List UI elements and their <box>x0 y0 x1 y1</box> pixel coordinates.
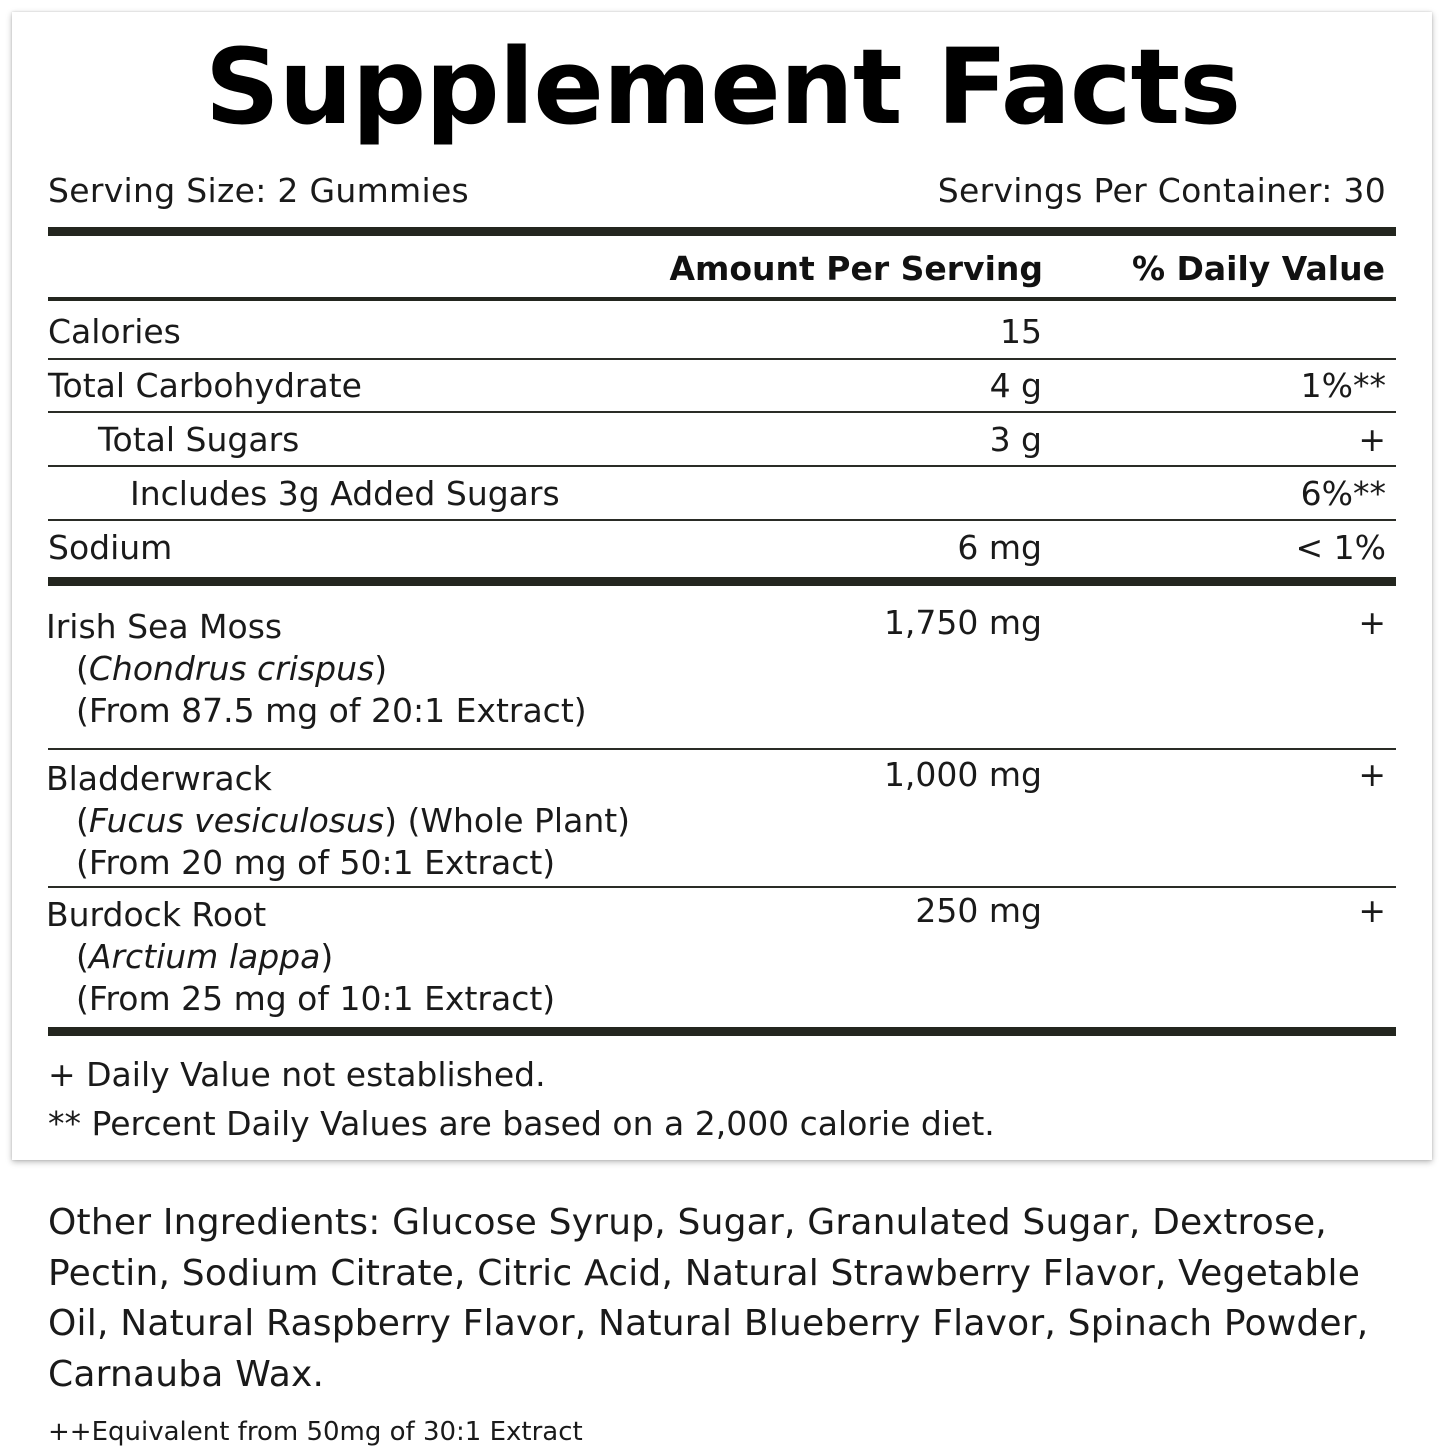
serving-size: Serving Size: 2 Gummies <box>48 171 470 210</box>
ingredient-name: Burdock Root <box>46 895 267 934</box>
divider-header <box>48 297 1396 301</box>
ingredient-name: Bladderwrack <box>46 759 272 798</box>
ingredient-extract: (From 20 mg of 50:1 Extract) <box>76 843 556 882</box>
divider-row <box>48 748 1396 750</box>
divider-row <box>48 358 1396 360</box>
ingredient-dv: + <box>1358 603 1386 642</box>
nutrient-name: Total Carbohydrate <box>48 366 362 405</box>
nutrient-amount: 4 g <box>989 366 1042 405</box>
ingredient-latin-name: (Fucus vesiculosus) (Whole Plant) <box>76 801 631 840</box>
other-ingredients: Other Ingredients: Glucose Syrup, Sugar, Granulated Sugar, Dextrose, Pectin, Sodium Citrate, Citric Acid, Natural Strawberry Flavor, Vegetable Oil, Natural Raspberry Flavor, Natural Blueberry Flavor, Spinach Powder, Carnauba Wax. <box>48 1202 1369 1395</box>
equivalent-note: ++Equivalent from 50mg of 30:1 Extract <box>48 1417 583 1447</box>
divider-thick <box>48 1027 1396 1036</box>
nutrient-name: Sodium <box>48 528 173 567</box>
ingredient-dv: + <box>1358 755 1386 794</box>
divider-row <box>48 886 1396 888</box>
divider-thick <box>48 577 1396 586</box>
nutrient-amount: 15 <box>1000 312 1042 351</box>
nutrient-name: Total Sugars <box>98 420 300 459</box>
divider-row <box>48 411 1396 413</box>
nutrient-dv: + <box>1358 420 1386 459</box>
nutrient-amount: 6 mg <box>957 528 1042 567</box>
ingredient-dv: + <box>1358 891 1386 930</box>
nutrient-dv: < 1% <box>1295 528 1386 567</box>
ingredient-latin-name: (Chondrus crispus) <box>76 649 388 688</box>
ingredient-extract: (From 87.5 mg of 20:1 Extract) <box>76 691 587 730</box>
divider-thick <box>48 227 1396 236</box>
nutrient-name: Includes 3g Added Sugars <box>130 474 560 513</box>
ingredient-amount: 1,000 mg <box>883 755 1042 794</box>
panel-title: Supplement Facts <box>204 26 1241 148</box>
nutrient-amount: 3 g <box>989 420 1042 459</box>
ingredient-latin-name: (Arctium lappa) <box>76 937 334 976</box>
divider-row <box>48 465 1396 467</box>
divider-row <box>48 519 1396 521</box>
amount-per-serving-header: Amount Per Serving <box>669 249 1043 288</box>
ingredient-amount: 250 mg <box>915 891 1042 930</box>
servings-per-container: Servings Per Container: 30 <box>937 171 1386 210</box>
daily-value-header: % Daily Value <box>1131 249 1385 288</box>
serving-info <box>48 168 1386 214</box>
nutrient-name: Calories <box>48 312 181 351</box>
ingredient-extract: (From 25 mg of 10:1 Extract) <box>76 979 556 1018</box>
ingredient-amount: 1,750 mg <box>883 603 1042 642</box>
footnote-percent-dv-basis: ** Percent Daily Values are based on a 2,000 calorie diet. <box>48 1104 995 1143</box>
footnote-dv-not-established: + Daily Value not established. <box>48 1055 546 1094</box>
ingredient-name: Irish Sea Moss <box>46 607 283 646</box>
nutrient-dv: 6%** <box>1300 474 1386 513</box>
nutrient-dv: 1%** <box>1300 366 1386 405</box>
